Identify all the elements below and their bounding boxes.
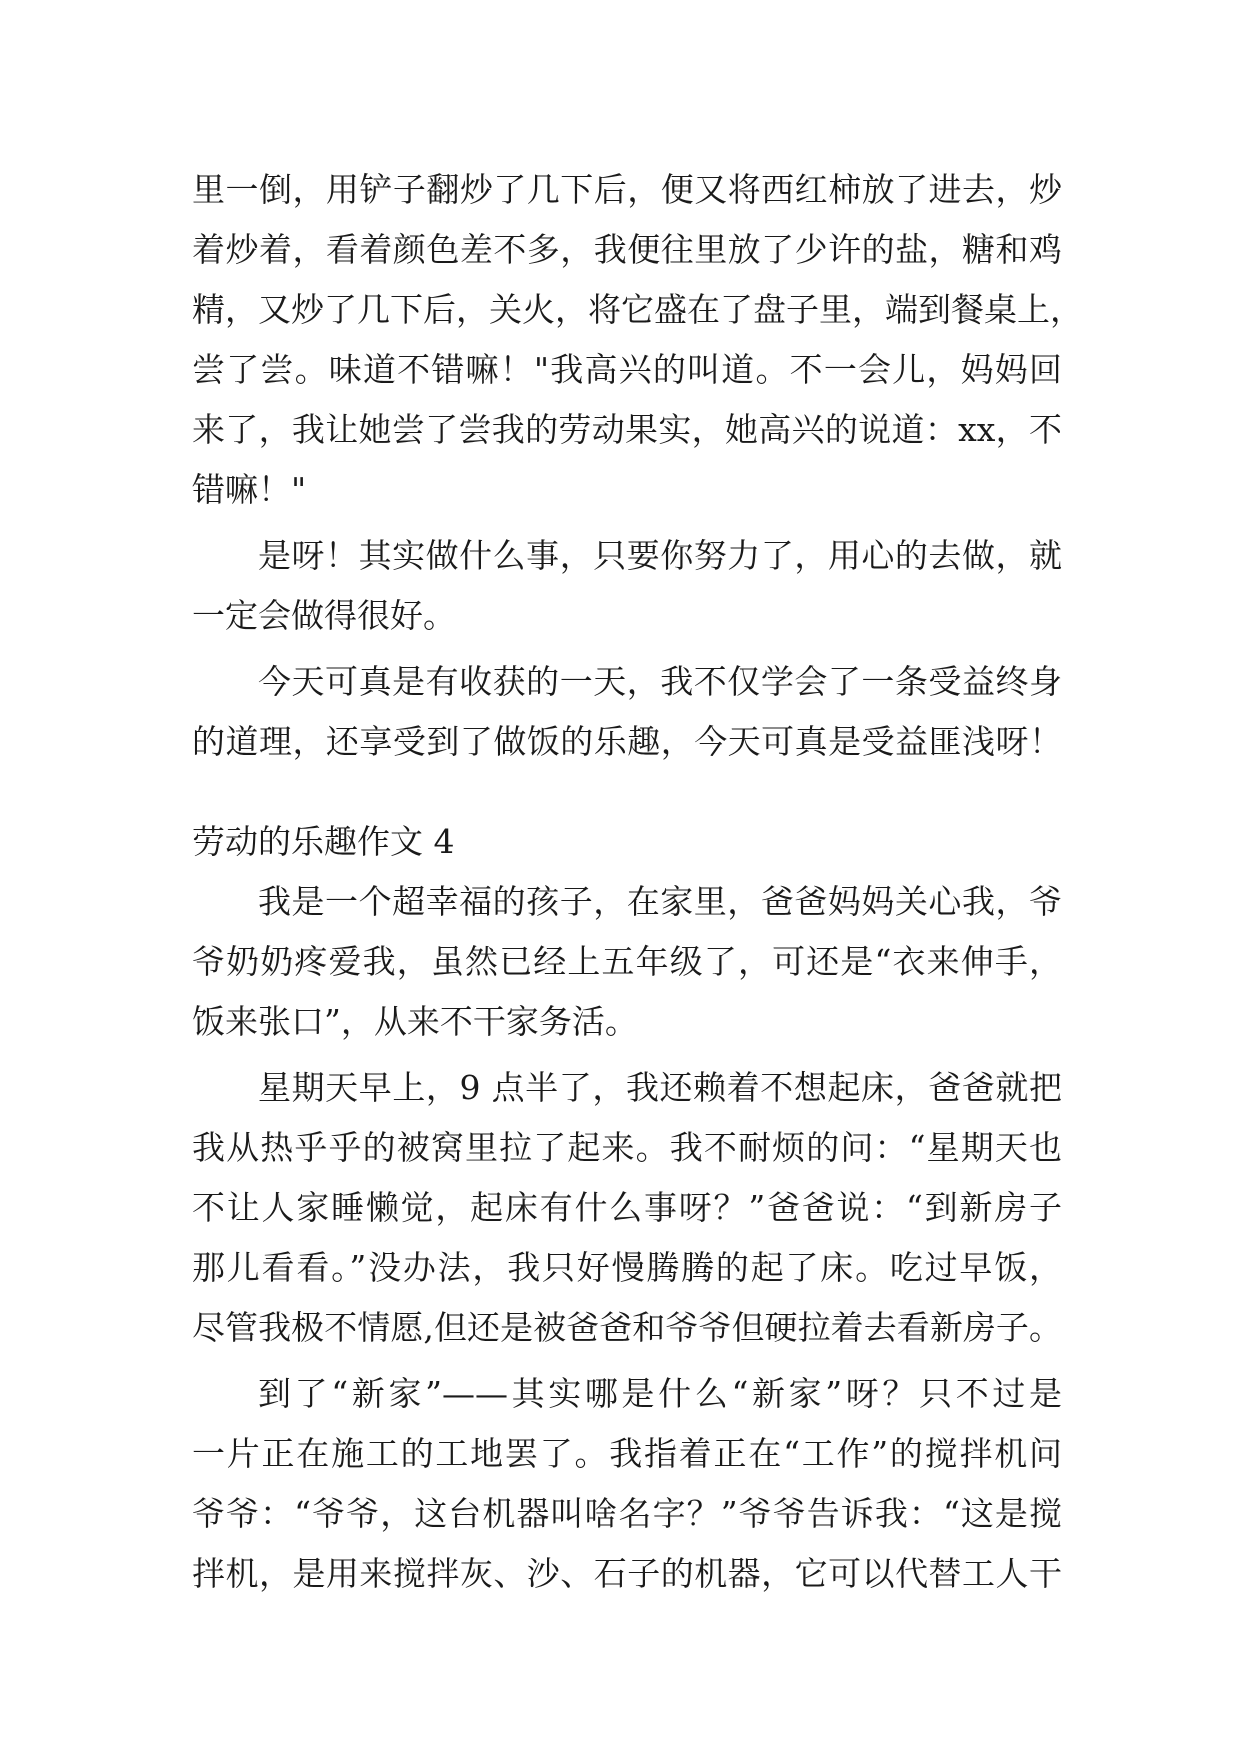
section-heading: 劳动的乐趣作文 4 xyxy=(192,822,455,861)
text-line: 不让人家睡懒觉，起床有什么事呀？”爸爸说：“到新房子 xyxy=(192,1188,1062,1227)
text-line: 拌机，是用来搅拌灰、沙、石子的机器，它可以代替工人干 xyxy=(192,1554,1062,1593)
text-line: 爷奶奶疼爱我，虽然已经上五年级了，可还是“衣来伸手， xyxy=(192,942,1062,981)
text-line: 来了，我让她尝了尝我的劳动果实，她高兴的说道：xx，不 xyxy=(192,410,1062,449)
paragraph xyxy=(192,872,1062,1052)
text-line: 尝了尝。味道不错嘛！"我高兴的叫道。不一会儿，妈妈回 xyxy=(192,350,1062,389)
text-line: 今天可真是有收获的一天，我不仅学会了一条受益终身 xyxy=(258,662,1062,701)
text-line: 错嘛！" xyxy=(192,470,307,509)
text-line: 爷爷：“爷爷，这台机器叫啥名字？”爷爷告诉我：“这是搅 xyxy=(192,1494,1062,1533)
text-line: 那儿看看。”没办法，我只好慢腾腾的起了床。吃过早饭， xyxy=(192,1248,1062,1287)
text-line: 着炒着，看着颜色差不多，我便往里放了少许的盐，糖和鸡 xyxy=(192,230,1062,269)
text-line: 星期天早上，9 点半了，我还赖着不想起床，爸爸就把 xyxy=(258,1068,1062,1107)
text-line: 是呀！其实做什么事，只要你努力了，用心的去做，就 xyxy=(258,536,1062,575)
document-page xyxy=(192,160,1083,1604)
paragraph xyxy=(192,1058,1062,1358)
text-line: 尽管我极不情愿,但还是被爸爸和爷爷但硬拉着去看新房子。 xyxy=(192,1308,1062,1347)
text-line: 的道理，还享受到了做饭的乐趣，今天可真是受益匪浅呀！ xyxy=(192,722,1062,761)
text-line: 饭来张口”，从来不干家务活。 xyxy=(192,1002,638,1041)
text-line: 里一倒，用铲子翻炒了几下后，便又将西红柿放了进去，炒 xyxy=(192,170,1062,209)
text-line: 我从热乎乎的被窝里拉了起来。我不耐烦的问：“星期天也 xyxy=(192,1128,1062,1167)
text-line: 一定会做得很好。 xyxy=(192,596,456,635)
paragraph xyxy=(192,652,1062,772)
text-line: 我是一个超幸福的孩子，在家里，爸爸妈妈关心我，爷 xyxy=(258,882,1062,921)
text-line: 到了“新家”——其实哪是什么“新家”呀？只不过是 xyxy=(258,1374,1062,1413)
text-line: 一片正在施工的工地罢了。我指着正在“工作”的搅拌机问 xyxy=(192,1434,1062,1473)
paragraph xyxy=(192,1364,1062,1604)
paragraph xyxy=(192,160,1083,520)
paragraph xyxy=(192,526,1062,646)
text-line: 精，又炒了几下后，关火，将它盛在了盘子里，端到餐桌上， xyxy=(192,290,1083,329)
